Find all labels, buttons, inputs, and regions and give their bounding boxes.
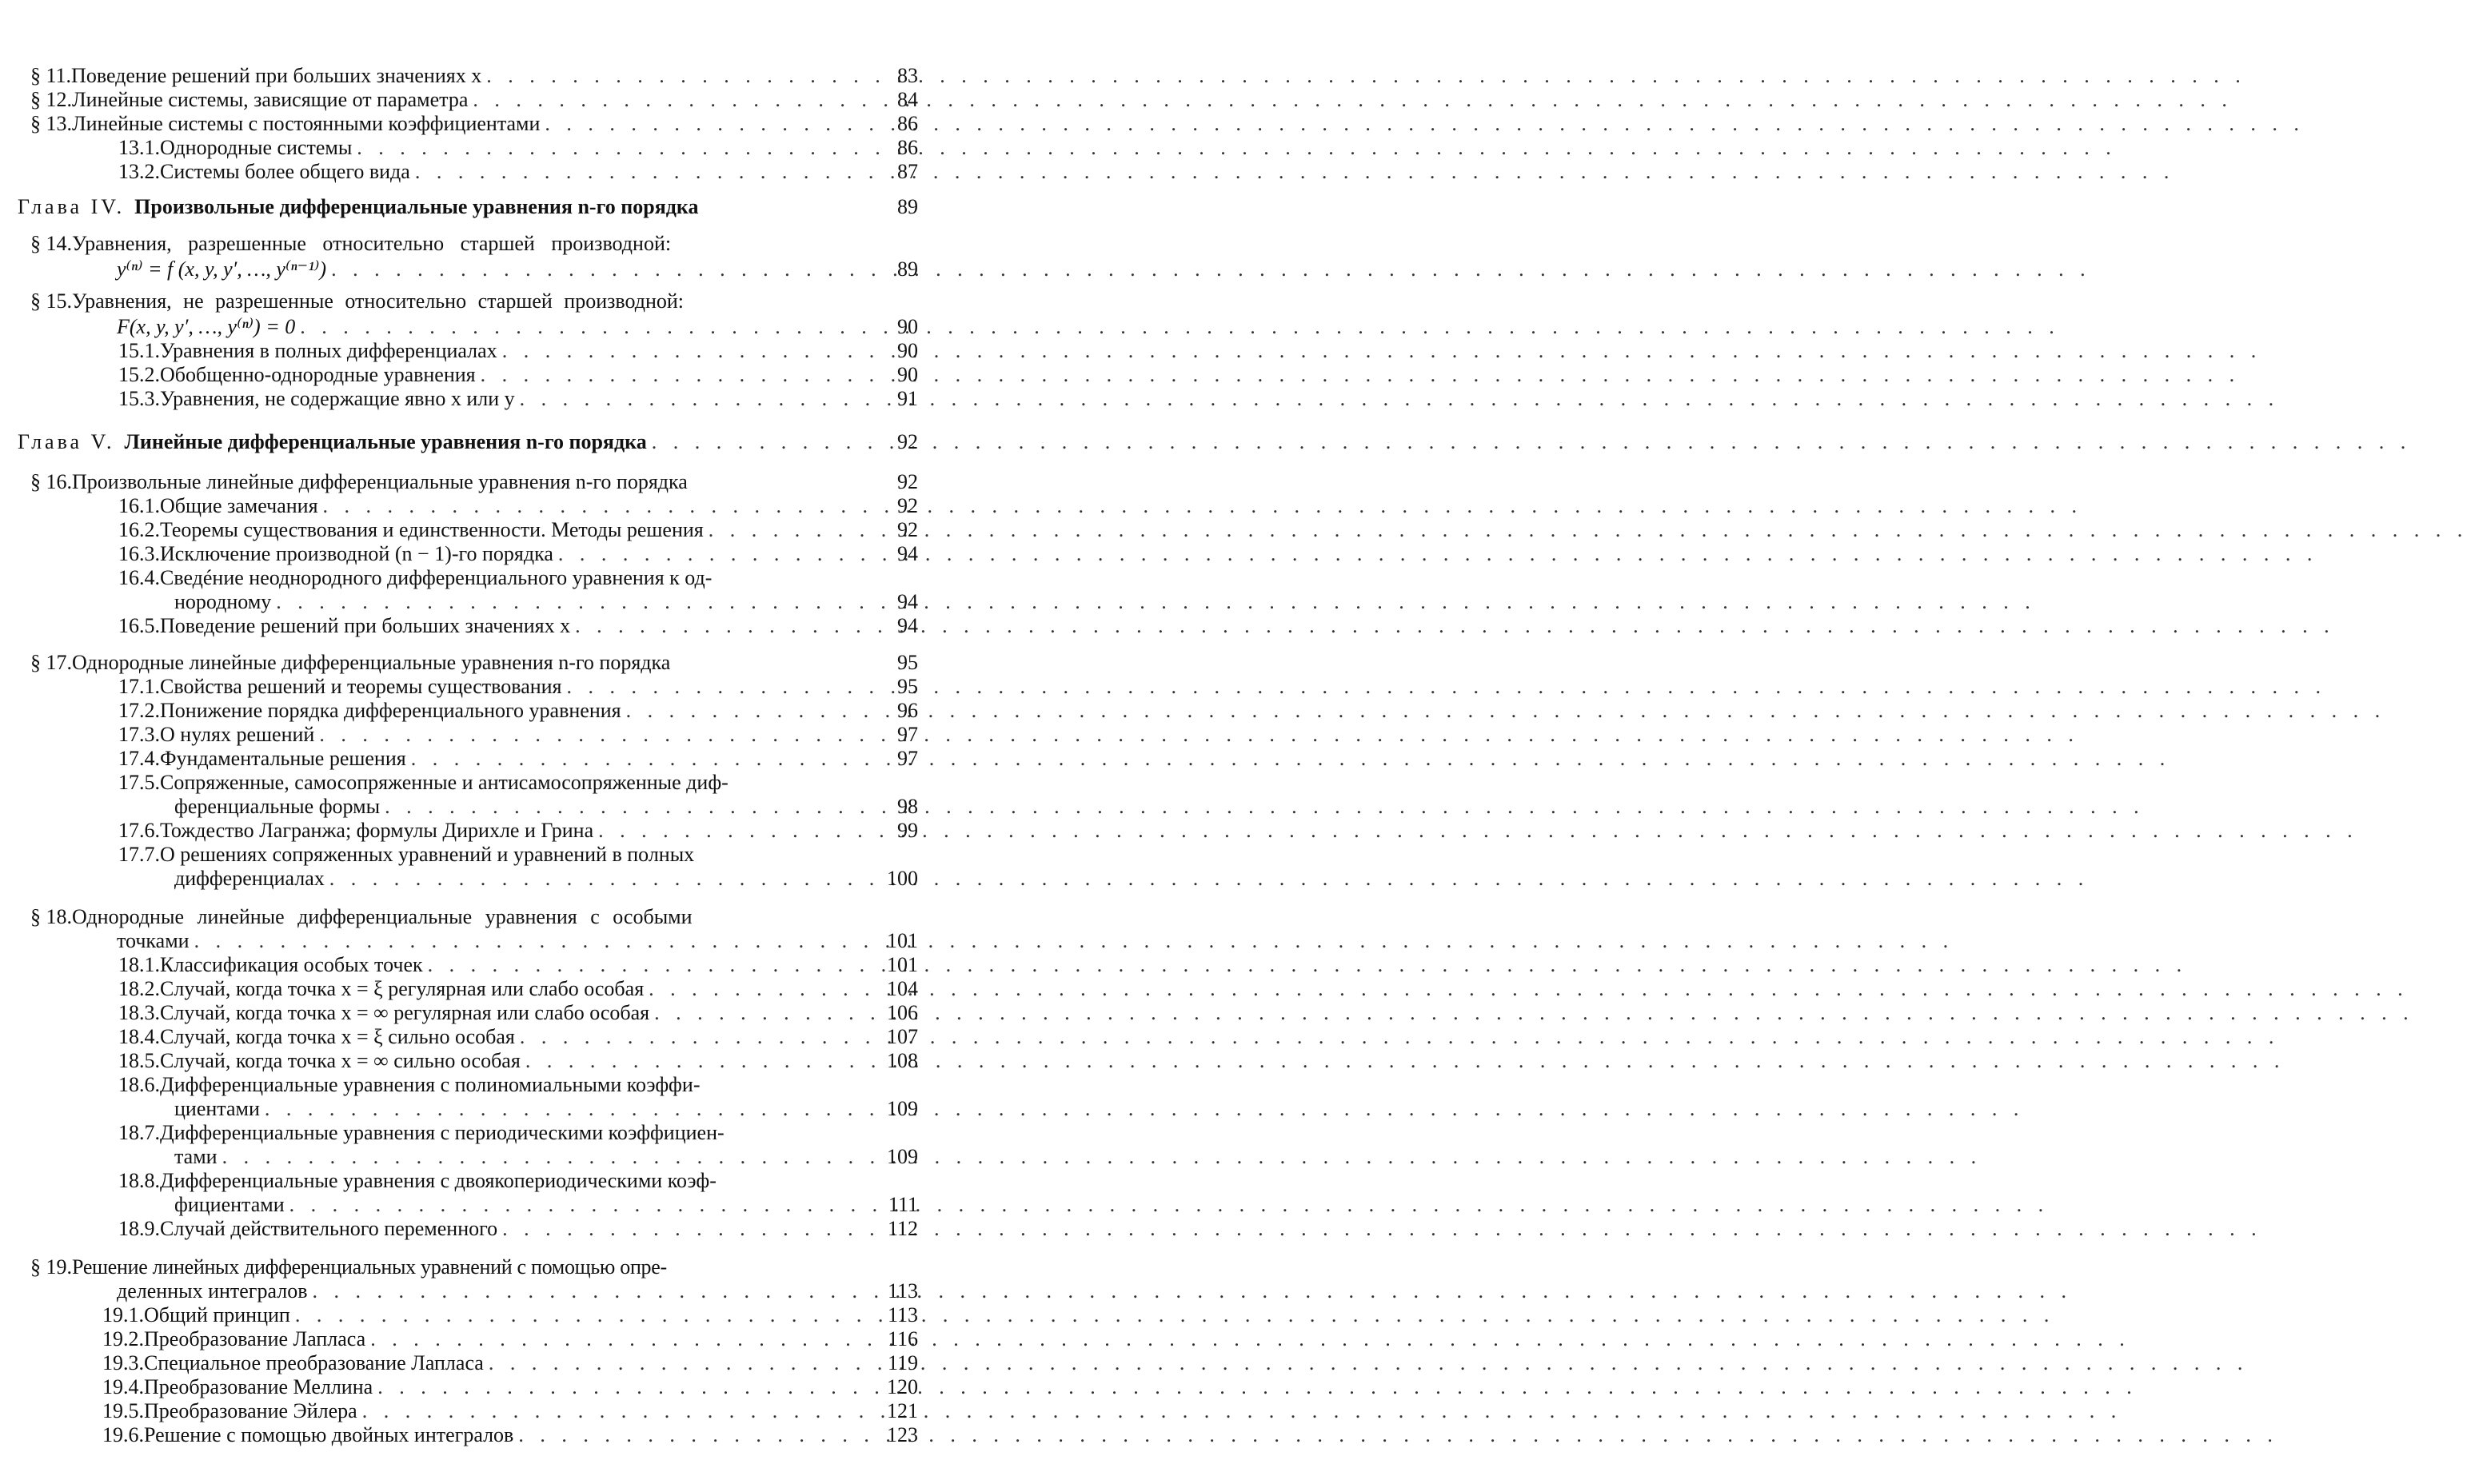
entry-number: 17.1. — [118, 675, 160, 699]
entry-title-continuation: циентами — [174, 1097, 260, 1121]
entry-title: Общие замечания — [160, 494, 318, 518]
toc-entry-17-2 — [118, 699, 918, 723]
toc-entry-s16 — [30, 470, 918, 494]
toc-entry-s14-formula — [117, 257, 918, 281]
entry-title: Однородные линейные дифференциальные уравнения с особыми — [72, 905, 693, 929]
leader-dots — [486, 64, 876, 88]
toc-entry-s18-cont — [117, 929, 918, 953]
toc-entry-16-4-cont — [174, 590, 918, 614]
entry-page: 113 — [880, 1279, 918, 1303]
leader-dots — [370, 1327, 876, 1351]
entry-page: 86 — [880, 112, 918, 136]
chapter-title: Линейные дифференциальные уравнения n-го порядка — [125, 430, 647, 454]
entry-page: 83 — [880, 64, 918, 88]
toc-entry-18-2 — [118, 977, 918, 1001]
toc-entry-17-6 — [118, 819, 918, 843]
entry-page: 101 — [880, 929, 918, 953]
leader-dots — [313, 1279, 877, 1303]
leader-dots — [319, 723, 876, 747]
entry-page: 87 — [880, 160, 918, 184]
entry-number: 19.1. — [102, 1303, 144, 1327]
leader-dots — [598, 819, 876, 843]
entry-number: 16.5. — [118, 614, 160, 638]
toc-entry-17-7-cont — [174, 867, 918, 891]
toc-entry-16-2 — [118, 518, 918, 542]
entry-number: § 11. — [30, 64, 71, 88]
entry-title: О нулях решений — [160, 723, 314, 747]
toc-entry-17-5 — [118, 771, 918, 795]
toc-entry-18-7 — [118, 1121, 918, 1145]
toc-entry-18-1 — [118, 953, 918, 977]
entry-number: 17.4. — [118, 747, 160, 771]
entry-title: Линейные системы, зависящие от параметра — [72, 88, 468, 112]
leader-dots — [575, 614, 876, 638]
entry-page: 89 — [880, 257, 918, 281]
toc-entry-17-3 — [118, 723, 918, 747]
entry-title: Случай, когда точка x = ξ регулярная или слабо особая — [160, 977, 644, 1001]
toc-entry-s11 — [30, 64, 918, 88]
entry-page: 90 — [880, 339, 918, 363]
entry-title: Уравнения, не разрешенные относительно старшей производной: — [72, 289, 684, 313]
entry-number: 19.5. — [102, 1399, 144, 1423]
toc-entry-19-4 — [102, 1375, 918, 1399]
entry-number: 18.1. — [118, 953, 160, 977]
entry-number: 18.5. — [118, 1049, 160, 1073]
toc-entry-19-2 — [102, 1327, 918, 1351]
entry-number: § 19. — [30, 1255, 72, 1279]
entry-number: § 14. — [30, 232, 72, 256]
entry-number: 13.2. — [118, 160, 160, 184]
toc-entry-19-1 — [102, 1303, 918, 1327]
toc-entry-16-4 — [118, 566, 918, 590]
entry-title: Случай, когда точка x = ∞ сильно особая — [160, 1049, 521, 1073]
entry-title-continuation: деленных интегралов — [117, 1279, 308, 1303]
entry-page: 94 — [880, 614, 918, 638]
entry-page: 123 — [880, 1423, 918, 1447]
leader-dots — [520, 387, 876, 411]
toc-entry-17-1 — [118, 675, 918, 699]
table-of-contents — [0, 0, 960, 1484]
entry-page: 94 — [880, 590, 918, 614]
entry-number: 17.3. — [118, 723, 160, 747]
leader-dots — [652, 430, 876, 454]
entry-page: 89 — [880, 195, 918, 219]
entry-title: Теоремы существования и единственности. Методы решения — [160, 518, 704, 542]
entry-title-continuation: тами — [174, 1145, 218, 1169]
leader-dots — [558, 542, 876, 566]
toc-entry-s12 — [30, 88, 918, 112]
entry-page: 98 — [880, 795, 918, 819]
entry-formula: y⁽ⁿ⁾ = f (x, y, y′, …, y⁽ⁿ⁻¹⁾) — [117, 257, 326, 281]
leader-dots — [415, 160, 876, 184]
leader-dots — [489, 1351, 876, 1375]
chapter-number: Глава IV. — [18, 195, 125, 219]
entry-title: Общий принцип — [144, 1303, 290, 1327]
entry-page: 84 — [880, 88, 918, 112]
entry-number: 19.3. — [102, 1351, 144, 1375]
entry-number: 15.1. — [118, 339, 160, 363]
entry-number: 18.8. — [118, 1169, 160, 1193]
entry-title: Уравнения, не содержащие явно x или y — [160, 387, 515, 411]
leader-dots — [300, 315, 876, 339]
entry-number: 18.6. — [118, 1073, 160, 1097]
entry-page: 92 — [880, 470, 918, 494]
entry-title: Решение с помощью двойных интегралов — [144, 1423, 513, 1447]
leader-dots — [331, 257, 876, 281]
toc-entry-15-2 — [118, 363, 918, 387]
entry-number: 17.5. — [118, 771, 160, 795]
entry-title: Однородные линейные дифференциальные уравнения n-го порядка — [72, 651, 670, 675]
toc-entry-19-3 — [102, 1351, 918, 1375]
entry-title: Преобразование Эйлера — [144, 1399, 357, 1423]
entry-title: Случай, когда точка x = ξ сильно особая — [160, 1025, 515, 1049]
entry-page: 120 — [880, 1375, 918, 1399]
leader-dots — [567, 675, 876, 699]
entry-page: 108 — [880, 1049, 918, 1073]
toc-entry-15-3 — [118, 387, 918, 411]
entry-page: 107 — [880, 1025, 918, 1049]
entry-number: 19.4. — [102, 1375, 144, 1399]
entry-title: Преобразование Меллина — [144, 1375, 373, 1399]
entry-page: 95 — [880, 651, 918, 675]
toc-entry-18-8 — [118, 1169, 918, 1193]
toc-entry-s13 — [30, 112, 918, 136]
entry-page: 91 — [880, 387, 918, 411]
entry-title: Свойства решений и теоремы существования — [160, 675, 562, 699]
entry-page: 109 — [880, 1097, 918, 1121]
entry-title: Поведение решений при больших значениях x — [71, 64, 481, 88]
leader-dots — [194, 929, 876, 953]
leader-dots — [654, 1001, 876, 1025]
entry-page: 95 — [880, 675, 918, 699]
toc-entry-18-6 — [118, 1073, 918, 1097]
entry-page: 92 — [880, 430, 918, 454]
leader-dots — [428, 953, 876, 977]
entry-number: 16.1. — [118, 494, 160, 518]
leader-dots — [265, 1097, 876, 1121]
entry-title-continuation: точками — [117, 929, 190, 953]
entry-title: Системы более общего вида — [160, 160, 410, 184]
leader-dots — [295, 1303, 876, 1327]
toc-entry-18-6-cont — [174, 1097, 918, 1121]
toc-entry-16-3 — [118, 542, 918, 566]
entry-page: 121 — [880, 1399, 918, 1423]
chapter-heading-iv — [18, 195, 918, 219]
leader-dots — [520, 1025, 876, 1049]
toc-entry-17-4 — [118, 747, 918, 771]
leader-dots — [518, 1423, 876, 1447]
leader-dots — [525, 1049, 876, 1073]
toc-entry-18-5 — [118, 1049, 918, 1073]
entry-title: Произвольные линейные дифференциальные уравнения n-го порядка — [72, 470, 688, 494]
entry-formula: F(x, y, y′, …, y⁽ⁿ⁾) = 0 — [117, 315, 295, 339]
entry-title: Дифференциальные уравнения с двоякопериодическими коэф- — [160, 1169, 717, 1193]
entry-number: § 18. — [30, 905, 72, 929]
toc-entry-18-9 — [118, 1217, 918, 1241]
entry-title: О решениях сопряженных уравнений и уравнений в полных — [160, 843, 694, 867]
leader-dots — [323, 494, 876, 518]
entry-page: 116 — [880, 1327, 918, 1351]
entry-title: Однородные системы — [160, 136, 352, 160]
entry-title: Дифференциальные уравнения с полиномиальными коэффи- — [160, 1073, 700, 1097]
entry-number: § 15. — [30, 289, 72, 313]
entry-page: 119 — [880, 1351, 918, 1375]
entry-number: 17.6. — [118, 819, 160, 843]
entry-number: 15.2. — [118, 363, 160, 387]
toc-entry-s19-cont — [117, 1279, 918, 1303]
entry-page: 106 — [880, 1001, 918, 1025]
leader-dots — [357, 136, 876, 160]
entry-number: 19.2. — [102, 1327, 144, 1351]
entry-title-continuation: нородному — [174, 590, 271, 614]
entry-page: 94 — [880, 542, 918, 566]
toc-entry-18-3 — [118, 1001, 918, 1025]
entry-number: § 16. — [30, 470, 72, 494]
entry-page: 90 — [880, 315, 918, 339]
leader-dots — [502, 1217, 876, 1241]
entry-number: 17.2. — [118, 699, 160, 723]
leader-dots — [411, 747, 876, 771]
leader-dots — [473, 88, 876, 112]
toc-entry-18-8-cont — [174, 1193, 918, 1217]
entry-number: 15.3. — [118, 387, 160, 411]
entry-page: 104 — [880, 977, 918, 1001]
toc-entry-18-4 — [118, 1025, 918, 1049]
leader-dots — [362, 1399, 876, 1423]
toc-entry-15-1 — [118, 339, 918, 363]
toc-entry-13-2 — [118, 160, 918, 184]
entry-title: Сведéние неоднородного дифференциального уравнения к од- — [160, 566, 712, 590]
toc-entry-s19 — [30, 1255, 918, 1279]
toc-entry-s15-formula — [117, 315, 918, 339]
toc-entry-13-1 — [118, 136, 918, 160]
entry-title: Классификация особых точек — [160, 953, 423, 977]
entry-title: Поведение решений при больших значениях x — [160, 614, 570, 638]
entry-number: 18.9. — [118, 1217, 160, 1241]
entry-title: Случай, когда точка x = ∞ регулярная или слабо особая — [160, 1001, 649, 1025]
toc-entry-18-7-cont — [174, 1145, 918, 1169]
entry-page: 109 — [880, 1145, 918, 1169]
leader-dots — [545, 112, 876, 136]
entry-number: 18.4. — [118, 1025, 160, 1049]
entry-title: Уравнения в полных дифференциалах — [160, 339, 497, 363]
entry-number: 18.3. — [118, 1001, 160, 1025]
entry-title: Сопряженные, самосопряженные и антисамосопряженные диф- — [160, 771, 729, 795]
entry-number: 18.2. — [118, 977, 160, 1001]
chapter-heading-v — [18, 430, 918, 454]
toc-entry-17-5-cont — [174, 795, 918, 819]
entry-title: Дифференциальные уравнения с периодическими коэффициен- — [160, 1121, 725, 1145]
entry-page: 97 — [880, 723, 918, 747]
entry-title-continuation: ференциальные формы — [174, 795, 380, 819]
entry-title-continuation: фициентами — [174, 1193, 285, 1217]
entry-title: Исключение производной (n − 1)-го порядка — [160, 542, 553, 566]
leader-dots — [377, 1375, 876, 1399]
entry-number: § 12. — [30, 88, 72, 112]
toc-entry-s17 — [30, 651, 918, 675]
entry-page: 96 — [880, 699, 918, 723]
toc-entry-16-1 — [118, 494, 918, 518]
leader-dots — [222, 1145, 876, 1169]
entry-number: 17.7. — [118, 843, 160, 867]
leader-dots — [481, 363, 876, 387]
leader-dots — [626, 699, 876, 723]
entry-title: Линейные системы с постоянными коэффициентами — [72, 112, 540, 136]
entry-page: 101 — [880, 953, 918, 977]
leader-dots — [276, 590, 876, 614]
entry-title: Фундаментальные решения — [160, 747, 406, 771]
entry-page: 92 — [880, 518, 918, 542]
entry-page: 111 — [880, 1193, 918, 1217]
toc-entry-s14 — [30, 232, 918, 256]
entry-title: Случай действительного переменного — [160, 1217, 497, 1241]
entry-title: Специальное преобразование Лапласа — [144, 1351, 484, 1375]
toc-entry-16-5 — [118, 614, 918, 638]
entry-title-continuation: дифференциалах — [174, 867, 325, 891]
entry-title: Решение линейных дифференциальных уравнений с помощью опре- — [72, 1255, 667, 1279]
entry-title: Преобразование Лапласа — [144, 1327, 365, 1351]
entry-number: 18.7. — [118, 1121, 160, 1145]
toc-entry-s18 — [30, 905, 918, 929]
entry-number: 16.2. — [118, 518, 160, 542]
leader-dots — [709, 518, 876, 542]
entry-page: 113 — [880, 1303, 918, 1327]
entry-number: § 13. — [30, 112, 72, 136]
entry-number: 16.4. — [118, 566, 160, 590]
entry-page: 97 — [880, 747, 918, 771]
leader-dots — [385, 795, 876, 819]
entry-page: 90 — [880, 363, 918, 387]
chapter-title: Произвольные дифференциальные уравнения n-го порядка — [134, 195, 698, 219]
leader-dots — [289, 1193, 876, 1217]
toc-entry-s15 — [30, 289, 918, 313]
entry-title: Понижение порядка дифференциального уравнения — [160, 699, 621, 723]
leader-dots — [649, 977, 876, 1001]
toc-entry-19-6 — [102, 1423, 918, 1447]
entry-number: 16.3. — [118, 542, 160, 566]
toc-entry-19-5 — [102, 1399, 918, 1423]
chapter-number: Глава V. — [18, 430, 115, 454]
entry-page: 92 — [880, 494, 918, 518]
entry-page: 100 — [880, 867, 918, 891]
entry-number: § 17. — [30, 651, 72, 675]
entry-title: Обобщенно-однородные уравнения — [160, 363, 476, 387]
leader-dots — [502, 339, 876, 363]
entry-number: 19.6. — [102, 1423, 144, 1447]
entry-title: Тождество Лагранжа; формулы Дирихле и Грина — [160, 819, 593, 843]
entry-number: 13.1. — [118, 136, 160, 160]
toc-entry-17-7 — [118, 843, 918, 867]
entry-page: 86 — [880, 136, 918, 160]
entry-page: 99 — [880, 819, 918, 843]
entry-title: Уравнения, разрешенные относительно старшей производной: — [72, 232, 671, 256]
entry-page: 112 — [880, 1217, 918, 1241]
leader-dots — [329, 867, 876, 891]
